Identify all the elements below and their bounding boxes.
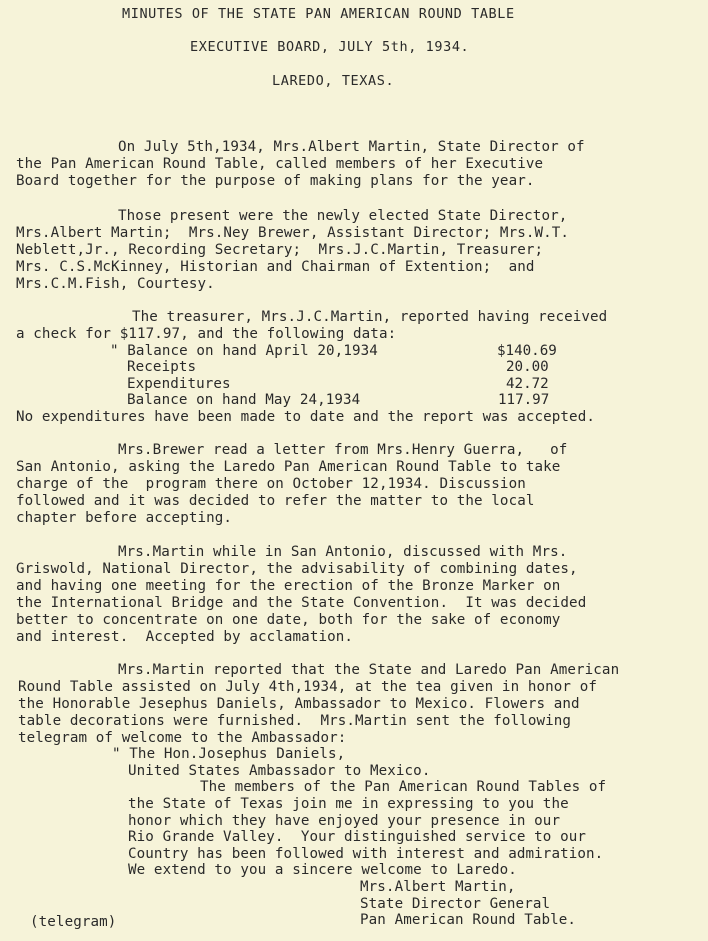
signature-line: Pan American Round Table. [360, 912, 577, 928]
para4-line: charge of the program there on October 12,1934. Discussion [16, 476, 526, 492]
para3-line: a check for $117.97, and the following data: [16, 326, 397, 342]
para5-line: better to concentrate on one date, both for the sake of economy [16, 612, 561, 628]
ledger-label: " Balance on hand April 20,1934 [110, 343, 378, 359]
document-title: MINUTES OF THE STATE PAN AMERICAN ROUND TABLE [122, 6, 515, 22]
para4-line: chapter before accepting. [16, 510, 233, 526]
para6-line: table decorations were furnished. Mrs.Martin sent the following [18, 713, 572, 729]
para2-line: Neblett,Jr., Recording Secretary; Mrs.J.C.Martin, Treasurer; [16, 242, 544, 258]
para4-line: followed and it was decided to refer the matter to the local [16, 493, 535, 509]
telegram-line: Country has been followed with interest and admiration. [128, 846, 604, 862]
signature-line: State Director General [360, 896, 551, 912]
para5-line: and interest. Accepted by acclamation. [16, 629, 354, 645]
para5-line: and having one meeting for the erection of the Bronze Marker on [16, 578, 561, 594]
ledger-amount: 42.72 [506, 376, 549, 392]
para1-line: the Pan American Round Table, called members of her Executive [16, 156, 544, 172]
para3-line: The treasurer, Mrs.J.C.Martin, reported having received [132, 309, 608, 325]
ledger-label: Receipts [127, 359, 197, 375]
para3-closing: No expenditures have been made to date and the report was accepted. [16, 409, 595, 425]
telegram-note: (telegram) [30, 914, 117, 930]
telegram-line: United States Ambassador to Mexico. [128, 763, 431, 779]
para4-line: Mrs.Brewer read a letter from Mrs.Henry Guerra, of [118, 442, 568, 458]
para2-line: Mrs.Albert Martin; Mrs.Ney Brewer, Assistant Director; Mrs.W.T. [16, 225, 570, 241]
meeting-heading: EXECUTIVE BOARD, JULY 5th, 1934. [190, 39, 470, 55]
para6-line: the Honorable Jesephus Daniels, Ambassador to Mexico. Flowers and [18, 696, 580, 712]
telegram-line: Rio Grande Valley. Your distinguished service to our [128, 829, 587, 845]
para6-line: telegram of welcome to the Ambassador: [18, 730, 347, 746]
ledger-amount: $140.69 [497, 343, 557, 359]
para6-line: Round Table assisted on July 4th,1934, at the tea given in honor of [18, 679, 597, 695]
para6-line: Mrs.Martin reported that the State and Laredo Pan American [118, 662, 620, 678]
para5-line: Griswold, National Director, the advisability of combining dates, [16, 561, 578, 577]
para2-line: Mrs.C.M.Fish, Courtesy. [16, 276, 215, 292]
ledger-label: Balance on hand May 24,1934 [127, 392, 361, 408]
signature-line: Mrs.Albert Martin, [360, 879, 516, 895]
para2-line: Mrs. C.S.McKinney, Historian and Chairman of Extention; and [16, 259, 535, 275]
telegram-line: honor which they have enjoyed your presence in our [128, 813, 561, 829]
ledger-label: Expenditures [127, 376, 231, 392]
para5-line: the International Bridge and the State Convention. It was decided [16, 595, 587, 611]
para5-line: Mrs.Martin while in San Antonio, discussed with Mrs. [118, 544, 568, 560]
telegram-line: " The Hon.Josephus Daniels, [112, 746, 346, 762]
ledger-amount: 117.97 [498, 392, 550, 408]
para1-line: Board together for the purpose of making plans for the year. [16, 173, 535, 189]
ledger-amount: 20.00 [506, 359, 549, 375]
para4-line: San Antonio, asking the Laredo Pan American Round Table to take [16, 459, 561, 475]
telegram-line: We extend to you a sincere welcome to Laredo. [128, 862, 517, 878]
para2-line: Those present were the newly elected State Director, [118, 208, 568, 224]
telegram-line: the State of Texas join me in expressing to you the [128, 796, 569, 812]
para1-line: On July 5th,1934, Mrs.Albert Martin, State Director of [118, 139, 585, 155]
telegram-line: The members of the Pan American Round Tables of [200, 779, 607, 795]
meeting-location: LAREDO, TEXAS. [272, 73, 395, 89]
